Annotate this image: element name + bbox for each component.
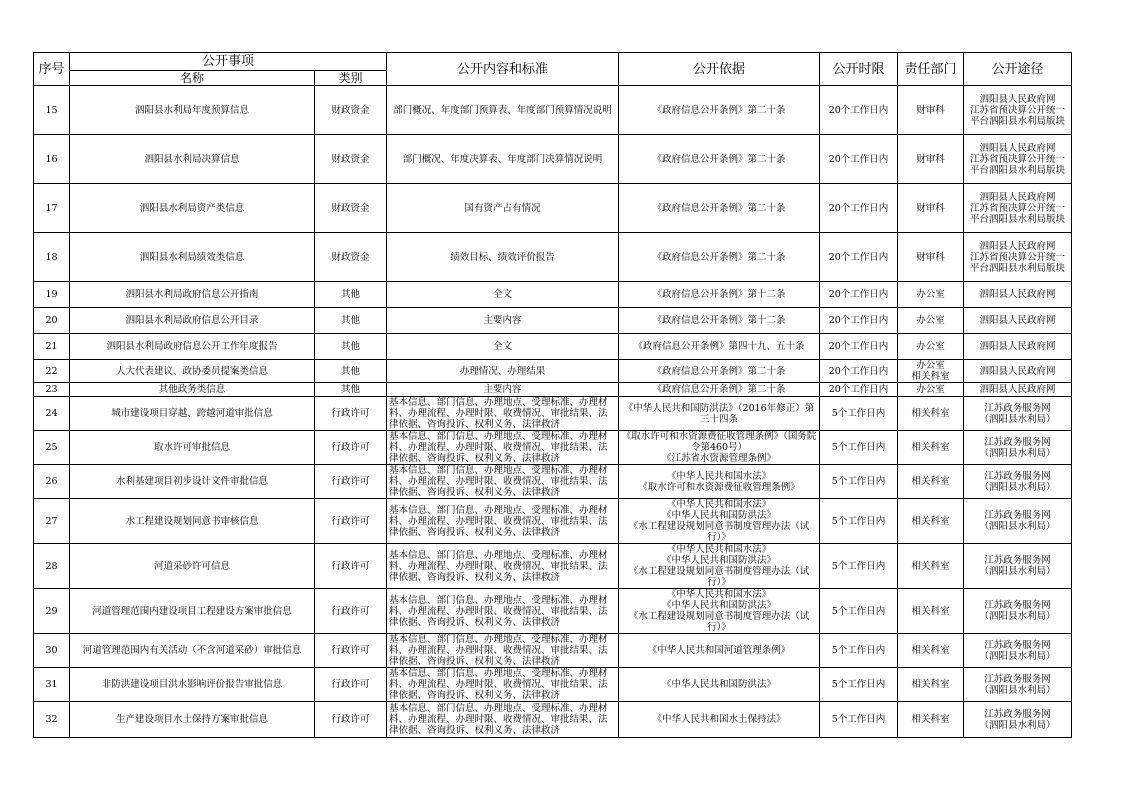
cell-time-limit: 5个工作日内 (820, 465, 898, 499)
cell-dept: 办公室 相关科室 (898, 360, 964, 383)
cell-basis: 《取水许可和水资源费征收管理条例》（国务院令第460号） 《江苏省水资源管理条例》 (619, 431, 820, 465)
cell-name: 河道管理范围内建设项目工程建设方案审批信息 (70, 589, 315, 634)
cell-category: 其他 (315, 334, 387, 360)
header-content: 公开内容和标准 (387, 53, 619, 86)
table-row (34, 668, 1072, 702)
cell-content: 基本信息、部门信息、办理地点、受理标准、办理材料、办理流程、办理时限、收费情况、审批结果、法律依据、咨询投诉、权利义务、法律救济 (387, 634, 619, 668)
table-row (34, 334, 1072, 360)
cell-basis: 《政府信息公开条例》第二十条 (619, 383, 820, 397)
cell-channel: 江苏政务服务网 （泗阳县水利局） (964, 397, 1072, 431)
cell-content: 基本信息、部门信息、办理地点、受理标准、办理材料、办理流程、办理时限、收费情况、审批结果、法律依据、咨询投诉、权利义务、法律救济 (387, 431, 619, 465)
cell-category: 行政许可 (315, 589, 387, 634)
cell-seq: 32 (34, 702, 70, 738)
cell-content: 部门概况、年度部门预算表、年度部门预算情况说明 (387, 86, 619, 135)
table-row (34, 233, 1072, 282)
header-category: 类别 (315, 71, 387, 86)
cell-category: 其他 (315, 308, 387, 334)
cell-seq: 21 (34, 334, 70, 360)
cell-name: 泗阳县水利局绩效类信息 (70, 233, 315, 282)
cell-content: 办理情况、办理结果 (387, 360, 619, 383)
cell-time-limit: 20个工作日内 (820, 360, 898, 383)
cell-basis: 《政府信息公开条例》第二十条 (619, 184, 820, 233)
cell-seq: 24 (34, 397, 70, 431)
cell-basis: 《政府信息公开条例》第二十条 (619, 233, 820, 282)
cell-basis: 《政府信息公开条例》第十二条 (619, 282, 820, 308)
cell-channel: 泗阳县人民政府网 (964, 360, 1072, 383)
table-row (34, 135, 1072, 184)
cell-basis: 《中华人民共和国水法》 《中华人民共和国防洪法》 《水工程建设规划同意书制度管理办法（试行）》 (619, 589, 820, 634)
table-row (34, 308, 1072, 334)
cell-time-limit: 20个工作日内 (820, 233, 898, 282)
cell-seq: 28 (34, 544, 70, 589)
table-row (34, 86, 1072, 135)
cell-dept: 相关科室 (898, 397, 964, 431)
cell-dept: 办公室 (898, 282, 964, 308)
cell-basis: 《中华人民共和国防洪法》 (619, 668, 820, 702)
cell-time-limit: 20个工作日内 (820, 282, 898, 308)
cell-content: 部门概况、年度决算表、年度部门决算情况说明 (387, 135, 619, 184)
cell-content: 基本信息、部门信息、办理地点、受理标准、办理材料、办理流程、办理时限、收费情况、审批结果、法律依据、咨询投诉、权利义务、法律救济 (387, 702, 619, 738)
table-row (34, 634, 1072, 668)
cell-name: 人大代表建议、政协委员提案类信息 (70, 360, 315, 383)
cell-channel: 江苏政务服务网 （泗阳县水利局） (964, 431, 1072, 465)
cell-seq: 20 (34, 308, 70, 334)
cell-content: 主要内容 (387, 383, 619, 397)
cell-time-limit: 20个工作日内 (820, 334, 898, 360)
cell-dept: 相关科室 (898, 499, 964, 544)
cell-category: 行政许可 (315, 499, 387, 544)
cell-category: 行政许可 (315, 397, 387, 431)
cell-seq: 16 (34, 135, 70, 184)
cell-seq: 17 (34, 184, 70, 233)
cell-basis: 《政府信息公开条例》第二十条 (619, 135, 820, 184)
cell-basis: 《政府信息公开条例》第四十九、五十条 (619, 334, 820, 360)
cell-basis: 《中华人民共和国水法》 《中华人民共和国防洪法》 《水工程建设规划同意书制度管理办法（试行）》 (619, 499, 820, 544)
header-time-limit: 公开时限 (820, 53, 898, 86)
cell-channel: 江苏政务服务网 （泗阳县水利局） (964, 634, 1072, 668)
cell-channel: 泗阳县人民政府网 江苏省预决算公开统一平台泗阳县水利局版块 (964, 233, 1072, 282)
cell-dept: 相关科室 (898, 544, 964, 589)
cell-dept: 办公室 (898, 383, 964, 397)
cell-name: 河道采砂许可信息 (70, 544, 315, 589)
cell-category: 财政资金 (315, 184, 387, 233)
cell-seq: 18 (34, 233, 70, 282)
cell-channel: 泗阳县人民政府网 江苏省预决算公开统一平台泗阳县水利局版块 (964, 135, 1072, 184)
header-name: 名称 (70, 71, 315, 86)
header-channel: 公开途径 (964, 53, 1072, 86)
cell-seq: 25 (34, 431, 70, 465)
cell-channel: 江苏政务服务网 （泗阳县水利局） (964, 465, 1072, 499)
cell-name: 泗阳县水利局资产类信息 (70, 184, 315, 233)
cell-category: 财政资金 (315, 86, 387, 135)
table-row (34, 360, 1072, 383)
cell-category: 其他 (315, 360, 387, 383)
cell-channel: 泗阳县人民政府网 (964, 308, 1072, 334)
cell-time-limit: 5个工作日内 (820, 668, 898, 702)
cell-content: 国有资产占有情况 (387, 184, 619, 233)
cell-time-limit: 20个工作日内 (820, 86, 898, 135)
cell-seq: 23 (34, 383, 70, 397)
header-group: 公开事项 (70, 53, 387, 71)
cell-seq: 29 (34, 589, 70, 634)
disclosure-table-page (33, 52, 1071, 738)
cell-name: 非防洪建设项目洪水影响评价报告审批信息 (70, 668, 315, 702)
cell-content: 基本信息、部门信息、办理地点、受理标准、办理材料、办理流程、办理时限、收费情况、审批结果、法律依据、咨询投诉、权利义务、法律救济 (387, 544, 619, 589)
cell-name: 取水许可审批信息 (70, 431, 315, 465)
cell-name: 其他政务类信息 (70, 383, 315, 397)
cell-dept: 办公室 (898, 334, 964, 360)
cell-channel: 泗阳县人民政府网 江苏省预决算公开统一平台泗阳县水利局版块 (964, 86, 1072, 135)
cell-dept: 相关科室 (898, 465, 964, 499)
cell-basis: 《中华人民共和国水法》 《中华人民共和国防洪法》 《水工程建设规划同意书制度管理办法（试行）》 (619, 544, 820, 589)
cell-category: 行政许可 (315, 431, 387, 465)
cell-name: 泗阳县水利局政府信息公开目录 (70, 308, 315, 334)
cell-seq: 22 (34, 360, 70, 383)
cell-seq: 26 (34, 465, 70, 499)
cell-category: 行政许可 (315, 465, 387, 499)
table-row (34, 499, 1072, 544)
cell-content: 基本信息、部门信息、办理地点、受理标准、办理材料、办理流程、办理时限、收费情况、审批结果、法律依据、咨询投诉、权利义务、法律救济 (387, 589, 619, 634)
cell-time-limit: 5个工作日内 (820, 589, 898, 634)
cell-dept: 相关科室 (898, 634, 964, 668)
cell-name: 水工程建设规划同意书审核信息 (70, 499, 315, 544)
cell-seq: 30 (34, 634, 70, 668)
cell-category: 行政许可 (315, 544, 387, 589)
cell-category: 财政资金 (315, 135, 387, 184)
table-row (34, 383, 1072, 397)
cell-dept: 财审科 (898, 135, 964, 184)
table-row (34, 544, 1072, 589)
cell-name: 泗阳县水利局政府信息公开工作年度报告 (70, 334, 315, 360)
cell-basis: 《中华人民共和国水土保持法》 (619, 702, 820, 738)
cell-time-limit: 5个工作日内 (820, 702, 898, 738)
cell-channel: 泗阳县人民政府网 江苏省预决算公开统一平台泗阳县水利局版块 (964, 184, 1072, 233)
cell-dept: 财审科 (898, 233, 964, 282)
cell-channel: 江苏政务服务网 （泗阳县水利局） (964, 668, 1072, 702)
cell-dept: 相关科室 (898, 431, 964, 465)
cell-time-limit: 5个工作日内 (820, 634, 898, 668)
cell-category: 行政许可 (315, 634, 387, 668)
table-row (34, 397, 1072, 431)
cell-content: 基本信息、部门信息、办理地点、受理标准、办理材料、办理流程、办理时限、收费情况、审批结果、法律依据、咨询投诉、权利义务、法律救济 (387, 668, 619, 702)
cell-name: 泗阳县水利局年度预算信息 (70, 86, 315, 135)
cell-name: 城市建设项目穿越、跨越河道审批信息 (70, 397, 315, 431)
cell-name: 水利基建项目初步设计文件审批信息 (70, 465, 315, 499)
cell-dept: 相关科室 (898, 668, 964, 702)
cell-name: 河道管理范围内有关活动（不含河道采砂）审批信息 (70, 634, 315, 668)
cell-time-limit: 5个工作日内 (820, 544, 898, 589)
cell-time-limit: 5个工作日内 (820, 431, 898, 465)
cell-category: 其他 (315, 282, 387, 308)
cell-time-limit: 20个工作日内 (820, 184, 898, 233)
cell-category: 财政资金 (315, 233, 387, 282)
cell-category: 行政许可 (315, 702, 387, 738)
cell-dept: 办公室 (898, 308, 964, 334)
header-dept: 责任部门 (898, 53, 964, 86)
cell-time-limit: 5个工作日内 (820, 499, 898, 544)
cell-content: 主要内容 (387, 308, 619, 334)
cell-dept: 财审科 (898, 86, 964, 135)
disclosure-table (33, 52, 1072, 738)
cell-channel: 泗阳县人民政府网 (964, 282, 1072, 308)
cell-content: 基本信息、部门信息、办理地点、受理标准、办理材料、办理流程、办理时限、收费情况、审批结果、法律依据、咨询投诉、权利义务、法律救济 (387, 465, 619, 499)
cell-channel: 泗阳县人民政府网 (964, 334, 1072, 360)
cell-channel: 泗阳县人民政府网 (964, 383, 1072, 397)
table-row (34, 465, 1072, 499)
cell-basis: 《中华人民共和国河道管理条例》 (619, 634, 820, 668)
cell-basis: 《中华人民共和国防洪法》（2016年修正）第三十四条 (619, 397, 820, 431)
cell-basis: 《政府信息公开条例》第十二条 (619, 308, 820, 334)
table-row (34, 702, 1072, 738)
cell-channel: 江苏政务服务网 （泗阳县水利局） (964, 702, 1072, 738)
cell-channel: 江苏政务服务网 （泗阳县水利局） (964, 499, 1072, 544)
cell-content: 基本信息、部门信息、办理地点、受理标准、办理材料、办理流程、办理时限、收费情况、审批结果、法律依据、咨询投诉、权利义务、法律救济 (387, 499, 619, 544)
cell-seq: 31 (34, 668, 70, 702)
cell-time-limit: 5个工作日内 (820, 397, 898, 431)
cell-time-limit: 20个工作日内 (820, 383, 898, 397)
cell-dept: 相关科室 (898, 589, 964, 634)
cell-dept: 财审科 (898, 184, 964, 233)
cell-content: 全文 (387, 282, 619, 308)
cell-content: 全文 (387, 334, 619, 360)
cell-basis: 《政府信息公开条例》第二十条 (619, 360, 820, 383)
table-row (34, 431, 1072, 465)
cell-category: 其他 (315, 383, 387, 397)
cell-name: 泗阳县水利局政府信息公开指南 (70, 282, 315, 308)
cell-content: 绩效目标、绩效评价报告 (387, 233, 619, 282)
cell-category: 行政许可 (315, 668, 387, 702)
cell-time-limit: 20个工作日内 (820, 135, 898, 184)
cell-seq: 19 (34, 282, 70, 308)
table-row (34, 282, 1072, 308)
cell-dept: 相关科室 (898, 702, 964, 738)
table-row (34, 184, 1072, 233)
header-basis: 公开依据 (619, 53, 820, 86)
cell-seq: 27 (34, 499, 70, 544)
table-row (34, 589, 1072, 634)
header-seq: 序号 (34, 53, 70, 86)
cell-content: 基本信息、部门信息、办理地点、受理标准、办理材料、办理流程、办理时限、收费情况、审批结果、法律依据、咨询投诉、权利义务、法律救济 (387, 397, 619, 431)
cell-basis: 《中华人民共和国水法》 《取水许可和水资源费征收管理条例》 (619, 465, 820, 499)
cell-name: 生产建设项目水土保持方案审批信息 (70, 702, 315, 738)
cell-basis: 《政府信息公开条例》第二十条 (619, 86, 820, 135)
cell-seq: 15 (34, 86, 70, 135)
cell-time-limit: 20个工作日内 (820, 308, 898, 334)
cell-channel: 江苏政务服务网 （泗阳县水利局） (964, 544, 1072, 589)
cell-channel: 江苏政务服务网 （泗阳县水利局） (964, 589, 1072, 634)
cell-name: 泗阳县水利局决算信息 (70, 135, 315, 184)
